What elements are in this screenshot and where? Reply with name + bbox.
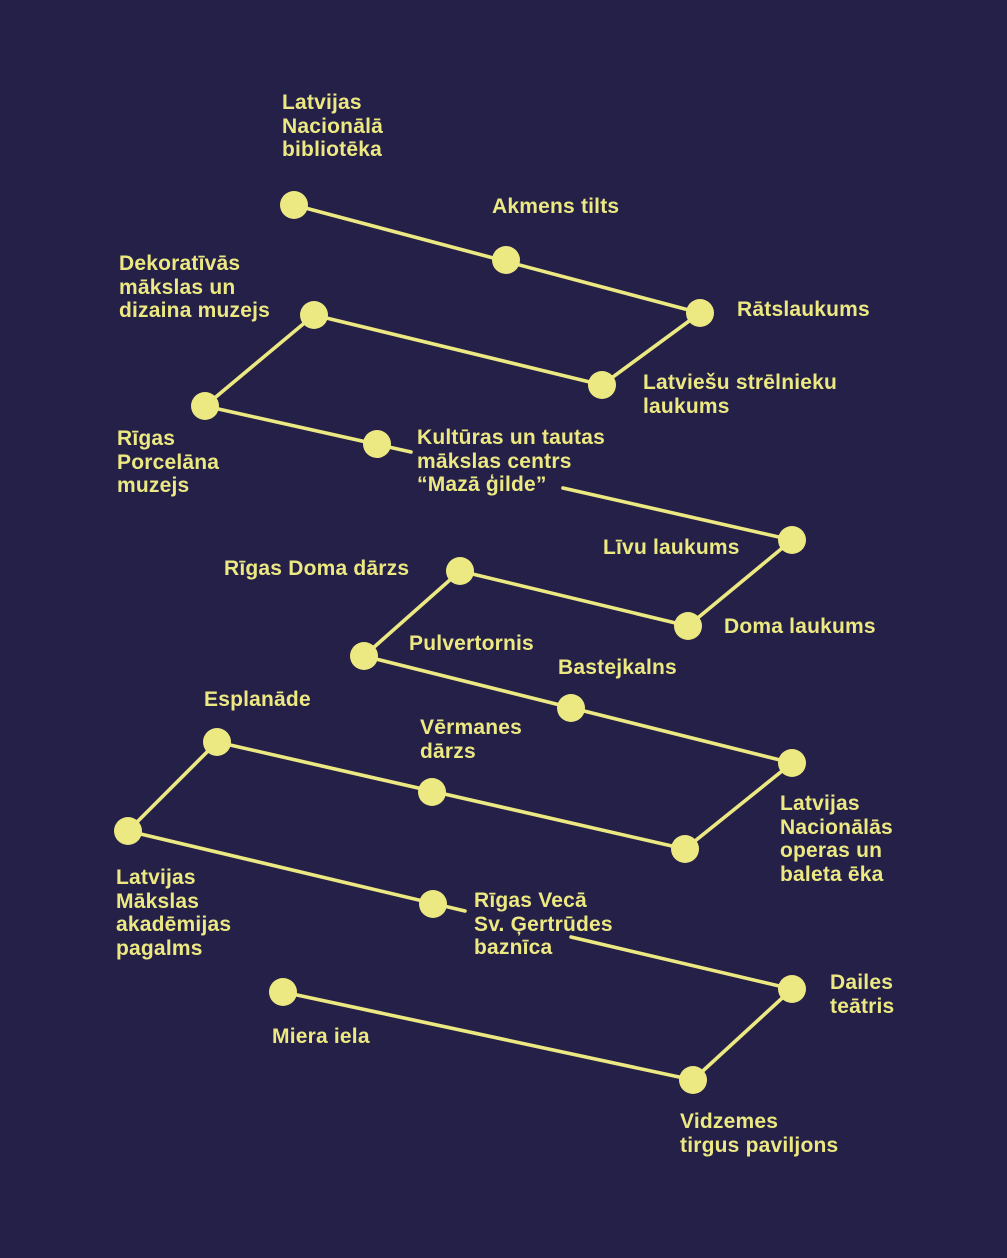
stop-label-line: Rīgas xyxy=(117,427,176,450)
route-line-segment xyxy=(314,315,602,385)
stop-dot-ratslaukums xyxy=(686,299,714,327)
stop-label-line: Esplanāde xyxy=(204,688,311,711)
stop-label-line: Kultūras un tautas xyxy=(417,426,605,449)
stop-label-ratslaukums xyxy=(737,298,870,322)
stop-dot-dekorativas-makslas-un-dizaina-muzejs xyxy=(300,301,328,329)
stop-dot-miera-iela xyxy=(269,978,297,1006)
route-line-segment xyxy=(460,571,688,626)
stop-label-line: Rīgas Vecā xyxy=(474,889,587,912)
route-line-segment xyxy=(685,763,792,849)
stop-label-line: baznīca xyxy=(474,936,553,959)
stop-dot-kulturas-un-tautas-makslas-centrs-maza-gilde xyxy=(363,430,391,458)
stop-label-dekorativas-makslas-un-dizaina-muzejs xyxy=(119,252,270,323)
stop-dot-esplanade xyxy=(203,728,231,756)
stop-label-vidzemes-tirgus-paviljons xyxy=(680,1110,838,1157)
stop-dot-rigas-porcelana-muzejs xyxy=(191,392,219,420)
stop-dot-livu-laukums xyxy=(778,526,806,554)
stop-label-akmens-tilts xyxy=(492,195,619,219)
stop-label-line: akadēmijas xyxy=(116,913,232,936)
stop-dot-bastejkalns xyxy=(557,694,585,722)
stop-dot-vermanes-darzs xyxy=(418,778,446,806)
stop-label-line: Latvijas xyxy=(116,866,196,889)
stop-dot-rigas-veca-sv-gertrudes-baznica xyxy=(419,890,447,918)
route-line-segment xyxy=(128,742,217,831)
stop-label-line: Mākslas xyxy=(116,889,200,913)
stop-label-line: Akmens tilts xyxy=(492,195,620,218)
stop-label-bastejkalns xyxy=(558,656,677,680)
stop-dot-rigas-doma-darzs xyxy=(446,557,474,585)
stop-dot-route-corner-waypoint xyxy=(671,835,699,863)
stop-label-latvijas-makslas-akademijas-pagalms xyxy=(116,866,231,960)
stop-label-line: Rīgas Doma dārzs xyxy=(224,557,410,580)
stop-label-line: Nacionālā xyxy=(282,114,384,138)
stop-label-line: dārzs xyxy=(420,739,476,763)
stop-label-pulvertornis xyxy=(409,632,534,656)
stop-label-line: Miera iela xyxy=(272,1025,370,1048)
stop-label-line: laukums xyxy=(643,394,730,418)
stop-label-line: Pulvertornis xyxy=(409,632,534,655)
stop-label-rigas-veca-sv-gertrudes-baznica xyxy=(474,889,613,960)
stop-dot-latvijas-makslas-akademijas-pagalms xyxy=(114,817,142,845)
stop-label-line: Vērmanes xyxy=(420,716,522,739)
stop-label-line: “Mazā ģilde” xyxy=(417,473,547,496)
stop-label-line: bibliotēka xyxy=(282,138,383,161)
stop-label-line: dizaina muzejs xyxy=(119,299,271,322)
stop-label-line: Rātslaukums xyxy=(737,298,870,321)
stop-label-latviesu-strelnieku-laukums xyxy=(643,371,837,418)
stop-label-line: Vidzemes xyxy=(680,1110,779,1133)
stop-dot-latviesu-strelnieku-laukums xyxy=(588,371,616,399)
stop-label-line: Latvijas xyxy=(780,792,860,815)
stop-label-line: Doma laukums xyxy=(724,615,876,638)
stop-dot-vidzemes-tirgus-paviljons xyxy=(679,1066,707,1094)
stop-label-esplanade xyxy=(204,688,311,712)
stop-label-line: teātris xyxy=(830,994,895,1018)
stop-label-line: Dekoratīvās xyxy=(119,252,241,275)
stop-label-line: Dailes xyxy=(830,971,894,994)
stop-label-rigas-porcelana-muzejs xyxy=(117,427,219,498)
stop-dot-pulvertornis xyxy=(350,642,378,670)
stop-dot-doma-laukums xyxy=(674,612,702,640)
stop-label-line: Porcelāna xyxy=(117,450,220,474)
stop-dot-dailes-teatris xyxy=(778,975,806,1003)
stop-dot-latvijas-nacionalas-operas-un-baleta-eka xyxy=(778,749,806,777)
stop-dot-latvijas-nacionala-biblioteka xyxy=(280,191,308,219)
stop-label-miera-iela xyxy=(272,1025,370,1049)
stop-label-latvijas-nacionalas-operas-un-baleta-eka xyxy=(780,792,893,886)
stop-label-rigas-doma-darzs xyxy=(224,557,409,581)
stop-label-doma-laukums xyxy=(724,615,876,639)
stop-dot-akmens-tilts xyxy=(492,246,520,274)
stop-label-line: Latvijas xyxy=(282,91,362,114)
route-line-segment xyxy=(205,315,314,406)
stop-label-line: Bastejkalns xyxy=(558,656,677,679)
stop-label-line: tirgus paviljons xyxy=(680,1133,839,1157)
stop-label-line: pagalms xyxy=(116,936,203,960)
stop-label-dailes-teatris xyxy=(830,971,894,1018)
stop-label-livu-laukums xyxy=(603,536,740,560)
stop-label-line: Nacionālās xyxy=(780,815,893,839)
stop-label-line: Līvu laukums xyxy=(603,536,740,559)
stop-label-line: muzejs xyxy=(117,474,190,497)
stop-label-line: mākslas centrs xyxy=(417,449,572,473)
stop-label-line: baleta ēka xyxy=(780,862,884,886)
stop-label-line: Latviešu strēlnieku xyxy=(643,371,838,394)
stop-label-line: mākslas un xyxy=(119,275,236,299)
stop-label-vermanes-darzs xyxy=(420,716,522,763)
stop-label-latvijas-nacionala-biblioteka xyxy=(282,91,383,162)
stop-label-kulturas-un-tautas-makslas-centrs-maza-gilde xyxy=(417,426,605,497)
stop-label-line: Sv. Ģertrūdes xyxy=(474,912,613,936)
stop-label-line: operas un xyxy=(780,839,883,862)
route-line-segment xyxy=(693,989,792,1080)
